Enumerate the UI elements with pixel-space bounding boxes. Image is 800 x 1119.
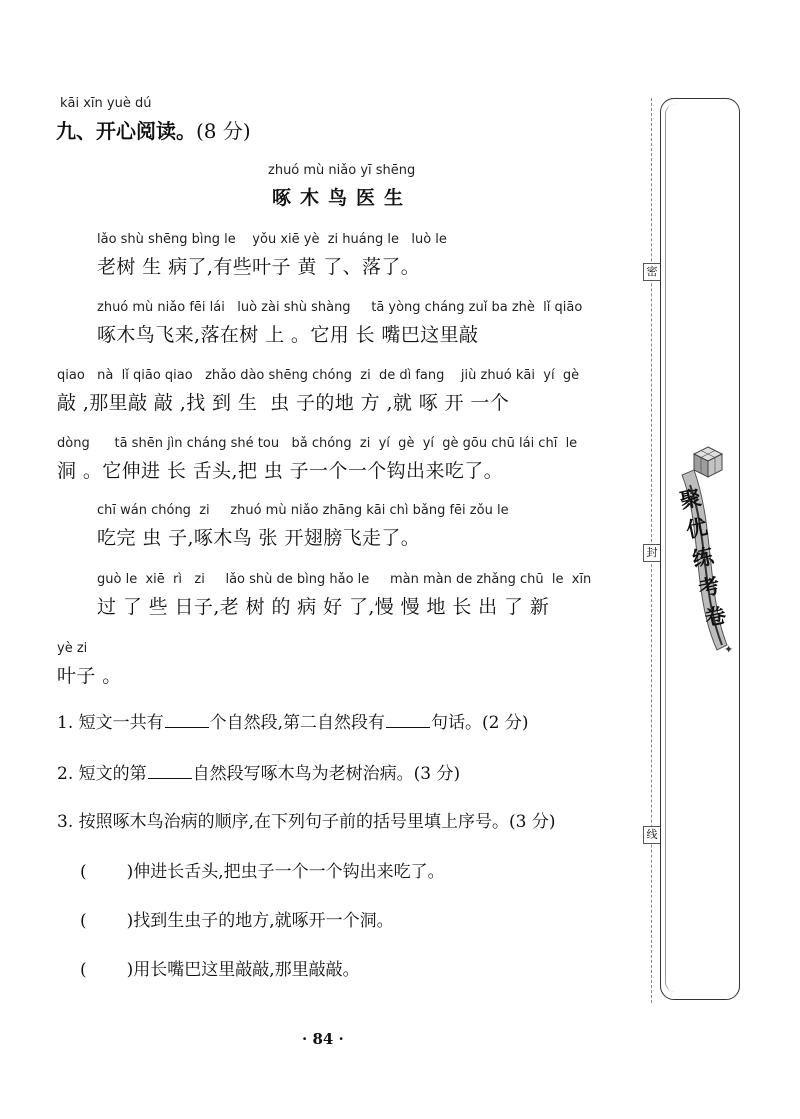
story-line-6-text: 过 了 些 日子,老 树 的 病 好 了,慢 慢 地 长 出 了 新 [97, 596, 550, 618]
question-1-text-a: 短文一共有 [78, 713, 164, 733]
binding-label-feng: 封 [643, 544, 661, 562]
question-2-text-b: 自然段写啄木鸟为老树治病。(3 分) [192, 764, 461, 784]
question-1-number: 1. [57, 713, 74, 733]
story-line-4-text: 洞 。它伸进 长 舌头,把 虫 子一个一个钩出来吃了。 [57, 460, 504, 482]
section-title-text: 九、开心阅读。 [56, 119, 196, 143]
question-1-blank-1[interactable] [165, 726, 209, 728]
story-line-5-pinyin: chī wán chóng zi zhuó mù niǎo zhāng kāi chì bǎng fēi zǒu le [97, 503, 509, 518]
order-item-2-open-paren[interactable]: ( [80, 911, 87, 931]
question-3-text: 按照啄木鸟治病的顺序,在下列句子前的括号里填上序号。(3 分) [78, 812, 556, 832]
question-2 [57, 759, 460, 784]
page-number: · 84 · [302, 1030, 344, 1048]
order-item-3-close-paren: ) [126, 960, 134, 980]
story-line-3-text: 敲 ,那里敲 敲 ,找 到 生 虫 子的地 方 ,就 啄 开 一个 [57, 392, 510, 414]
order-item-1-open-paren[interactable]: ( [80, 862, 87, 882]
question-3-number: 3. [57, 812, 74, 832]
brand-text: 聚优练考卷 [677, 485, 729, 631]
question-2-blank[interactable] [148, 777, 192, 779]
section-points: (8 分) [196, 119, 251, 143]
order-item-1-close-paren: ) [126, 862, 134, 882]
story-line-2-text: 啄木鸟飞来,落在树 上 。它用 长 嘴巴这里敲 [97, 324, 479, 346]
order-item-1 [80, 857, 445, 882]
order-item-2-close-paren: ) [126, 911, 134, 931]
brand-star-icon: ✦ [724, 643, 734, 656]
order-item-3-open-paren[interactable]: ( [80, 960, 87, 980]
story-title: 啄木鸟医生 [272, 187, 413, 209]
story-line-7-pinyin: yè zi [57, 641, 88, 656]
order-item-2-text: 找到生虫子的地方,就啄开一个洞。 [133, 911, 394, 931]
question-1-text-c: 句话。(2 分) [431, 713, 529, 733]
story-line-4-pinyin: dòng tā shēn jìn cháng shé tou bǎ chóng zi yí gè yí gè gōu chū lái chī le [57, 436, 578, 451]
order-item-1-text: 伸进长舌头,把虫子一个一个钩出来吃了。 [133, 862, 445, 882]
story-line-6-pinyin: guò le xiē rì zi lǎo shù de bìng hǎo le màn màn de zhǎng chū le xīn [97, 572, 592, 587]
question-1-blank-2[interactable] [386, 726, 430, 728]
brand-logo [672, 445, 742, 675]
binding-label-xian: 线 [643, 826, 661, 844]
question-3 [57, 807, 556, 832]
question-2-number: 2. [57, 764, 74, 784]
question-1 [57, 708, 529, 733]
story-line-1-text: 老树 生 病了,有些叶子 黄 了、落了。 [97, 256, 421, 278]
order-item-2 [80, 906, 394, 931]
question-1-text-b: 个自然段,第二自然段有 [209, 713, 386, 733]
question-2-text-a: 短文的第 [78, 764, 147, 784]
order-item-3 [80, 955, 360, 980]
order-item-3-text: 用长嘴巴这里敲敲,那里敲敲。 [133, 960, 360, 980]
story-line-5-text: 吃完 虫 子,啄木鸟 张 开翅膀飞走了。 [97, 527, 421, 549]
section-title [56, 115, 251, 144]
binding-label-mi: 密 [643, 263, 661, 281]
story-line-7-text: 叶子 。 [57, 665, 122, 687]
story-line-2-pinyin: zhuó mù niǎo fēi lái luò zài shù shàng tā yòng cháng zuǐ ba zhè lǐ qiāo [97, 300, 583, 315]
story-title-pinyin: zhuó mù niǎo yī shēng [268, 163, 416, 178]
section-title-pinyin: kāi xīn yuè dú [60, 96, 152, 111]
story-line-3-pinyin: qiao nà lǐ qiāo qiao zhǎo dào shēng chóng zi de dì fang jiù zhuó kāi yí gè [57, 368, 580, 383]
story-line-1-pinyin: lǎo shù shēng bìng le yǒu xiē yè zi huáng le luò le [97, 232, 447, 247]
